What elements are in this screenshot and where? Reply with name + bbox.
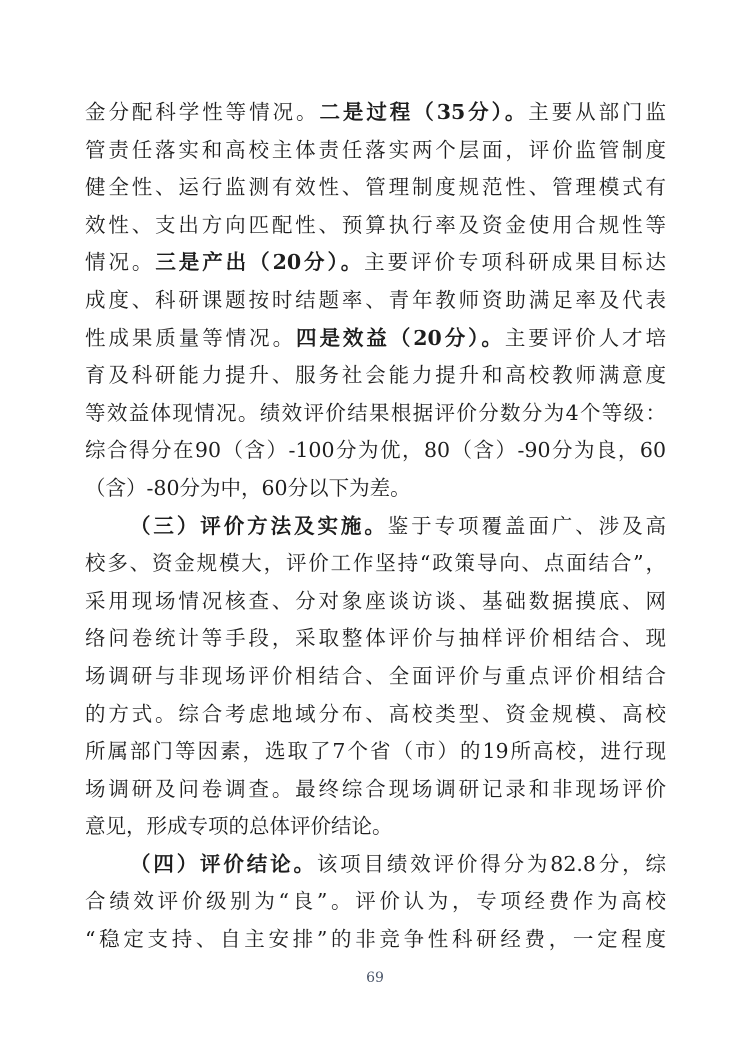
text-line (85, 583, 666, 621)
text-segment: “稳定支持、自主安排”的非竞争性科研经费，一定程度 (85, 927, 666, 952)
text-line (85, 883, 666, 921)
text-segment: 主要评价专项科研成果目标达 (364, 250, 666, 275)
text-line (85, 207, 666, 245)
text-line (85, 169, 666, 207)
text-segment: 该项目绩效评价得分为82.8分，综 (316, 851, 666, 876)
text-line (85, 696, 666, 734)
document-body (85, 94, 666, 959)
text-line (85, 921, 666, 959)
text-segment: 效性、支出方向匹配性、预算执行率及资金使用合规性等 (85, 212, 666, 237)
text-line (85, 545, 666, 583)
text-segment: 健全性、运行监测有效性、管理制度规范性、管理模式有 (85, 175, 666, 200)
text-segment: 场调研与非现场评价相结合、全面评价与重点评价相结合 (85, 663, 666, 688)
text-line (85, 244, 666, 282)
text-line (85, 282, 666, 320)
text-line (85, 508, 666, 546)
text-line (85, 94, 666, 132)
text-segment: 场调研及问卷调查。最终综合现场调研记录和非现场评价 (85, 776, 666, 801)
text-line (85, 357, 666, 395)
text-segment: 管责任落实和高校主体责任落实两个层面，评价监管制度 (85, 137, 666, 162)
text-segment: 意见，形成专项的总体评价结论。 (85, 814, 393, 839)
bold-heading-segment: 三是产出（20分）。 (155, 250, 365, 275)
text-segment: 综合得分在90（含）-100分为优，80（含）-90分为良，60 (85, 438, 666, 463)
text-line (85, 432, 666, 470)
text-line (85, 395, 666, 433)
text-segment: 合绩效评价级别为“良”。评价认为，专项经费作为高校 (85, 889, 666, 914)
text-line (85, 132, 666, 170)
text-line (85, 771, 666, 809)
text-segment: 采用现场情况核查、分对象座谈访谈、基础数据摸底、网 (85, 588, 666, 613)
text-segment: 育及科研能力提升、服务社会能力提升和高校教师满意度 (85, 363, 666, 388)
text-segment: 性成果质量等情况。 (85, 325, 297, 350)
text-line (85, 733, 666, 771)
text-line (85, 808, 666, 846)
bold-heading-segment: （三）评价方法及实施。 (130, 513, 388, 538)
text-segment: 鉴于专项覆盖面广、涉及高 (387, 513, 666, 538)
text-line (85, 658, 666, 696)
text-segment: 主要评价人才培 (504, 325, 666, 350)
bold-heading-segment: 四是效益（20分）。 (296, 325, 505, 350)
text-line (85, 846, 666, 884)
text-line (85, 620, 666, 658)
page-number: 69 (366, 970, 384, 986)
text-segment: 络问卷统计等手段，采取整体评价与抽样评价相结合、现 (85, 626, 666, 651)
text-segment: 所属部门等因素，选取了7个省（市）的19所高校，进行现 (85, 739, 666, 764)
text-segment: 主要从部门监 (528, 100, 666, 124)
text-segment: 情况。 (85, 250, 156, 275)
text-segment: 成度、科研课题按时结题率、青年教师资助满足率及代表 (85, 287, 666, 312)
bold-heading-segment: （四）评价结论。 (130, 851, 317, 876)
text-segment: 的方式。综合考虑地域分布、高校类型、资金规模、高校 (85, 701, 666, 726)
text-segment: 等效益体现情况。绩效评价结果根据评价分数分为4个等级： (85, 400, 666, 425)
text-segment: （含）-80分为中，60分以下为差。 (85, 475, 411, 500)
text-segment: 金分配科学性等情况。 (85, 100, 320, 124)
bold-heading-segment: 二是过程（35分）。 (319, 100, 529, 124)
text-line (85, 320, 666, 358)
text-segment: 校多、资金规模大，评价工作坚持“政策导向、点面结合”， (85, 551, 666, 576)
text-line (85, 470, 666, 508)
